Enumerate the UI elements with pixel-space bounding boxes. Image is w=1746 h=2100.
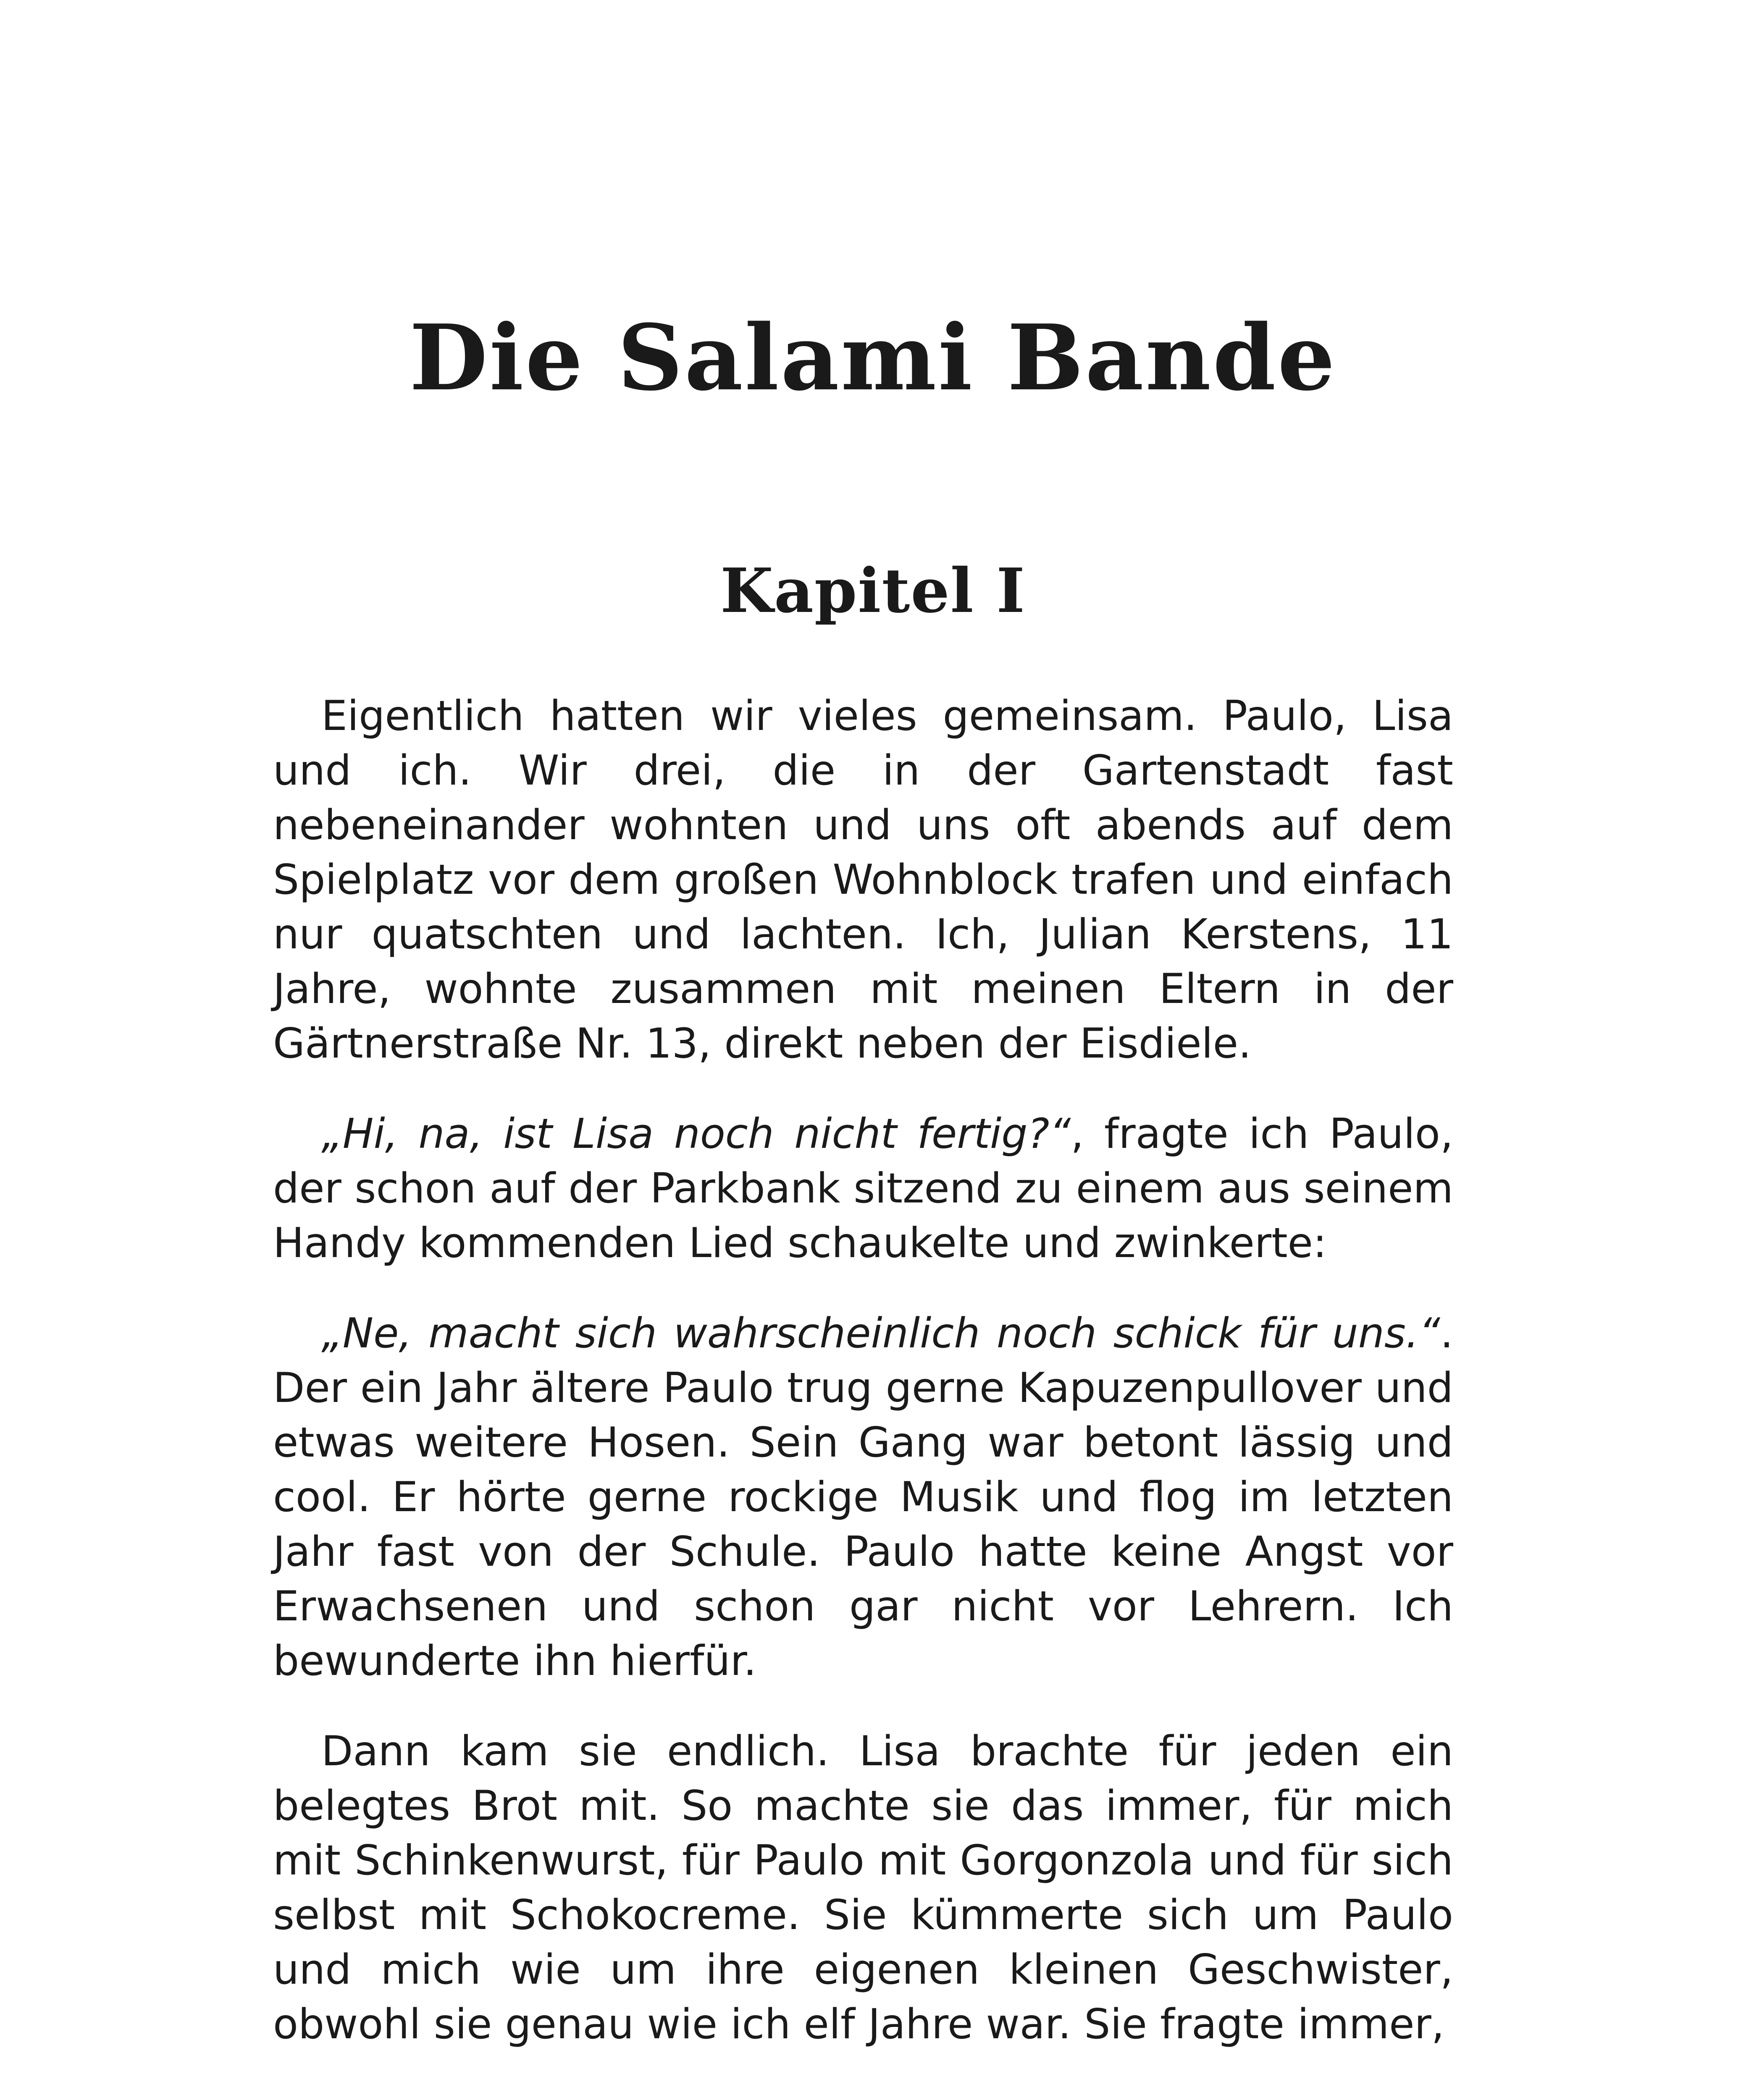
- paragraph-2: [273, 1107, 1453, 1270]
- paragraph-2-text: , fragte ich Paulo, der schon auf der Parkbank sitzend zu einem aus seinem Handy kommenden Lied schaukelte und zwinkerte:: [273, 1110, 1453, 1267]
- paragraph-4: [273, 1724, 1453, 2052]
- paragraph-3: [273, 1306, 1453, 1688]
- paragraph-1-text: Eigentlich hatten wir vieles gemeinsam. Paulo, Lisa und ich. Wir drei, die in der Gartenstadt fast nebeneinander wohnten und uns oft abends auf dem Spielplatz vor dem großen Wohnblock trafen und einfach nur quatschten und lachten. Ich, Julian Kerstens, 11 Jahre, wohnte zusammen mit meinen Eltern in der Gärtnerstraße Nr. 13, direkt neben der Eisdiele.: [273, 692, 1453, 1068]
- chapter-body: [273, 689, 1453, 2052]
- paragraph-3-speech: „Ne, macht sich wahrscheinlich noch schick für uns.“: [321, 1310, 1440, 1357]
- paragraph-2-speech: „Hi, na, ist Lisa noch nicht fertig?“: [321, 1110, 1071, 1158]
- chapter-title: Kapitel I: [720, 555, 1026, 627]
- paragraph-1: [273, 689, 1453, 1071]
- book-title: Die Salami Bande: [409, 304, 1337, 411]
- paragraph-4-text: Dann kam sie endlich. Lisa brachte für jeden ein belegtes Brot mit. So machte sie das immer, für mich mit Schinkenwurst, für Paulo mit Gorgonzola und für sich selbst mit Schokocreme. Sie kümmerte sich um Paulo und mich wie um ihre eigenen kleinen Geschwister, obwohl sie genau wie ich elf Jahre war. Sie fragte immer,: [273, 1727, 1453, 2048]
- paragraph-3-text: . Der ein Jahr ältere Paulo trug gerne Kapuzenpullover und etwas weitere Hosen. Sein Gang war betont lässig und cool. Er hörte gerne rockige Musik und flog im letzten Jahr fast von der Schule. Paulo hatte keine Angst vor Erwachsenen und schon gar nicht vor Lehrern. Ich bewunderte ihn hierfür.: [273, 1310, 1453, 1685]
